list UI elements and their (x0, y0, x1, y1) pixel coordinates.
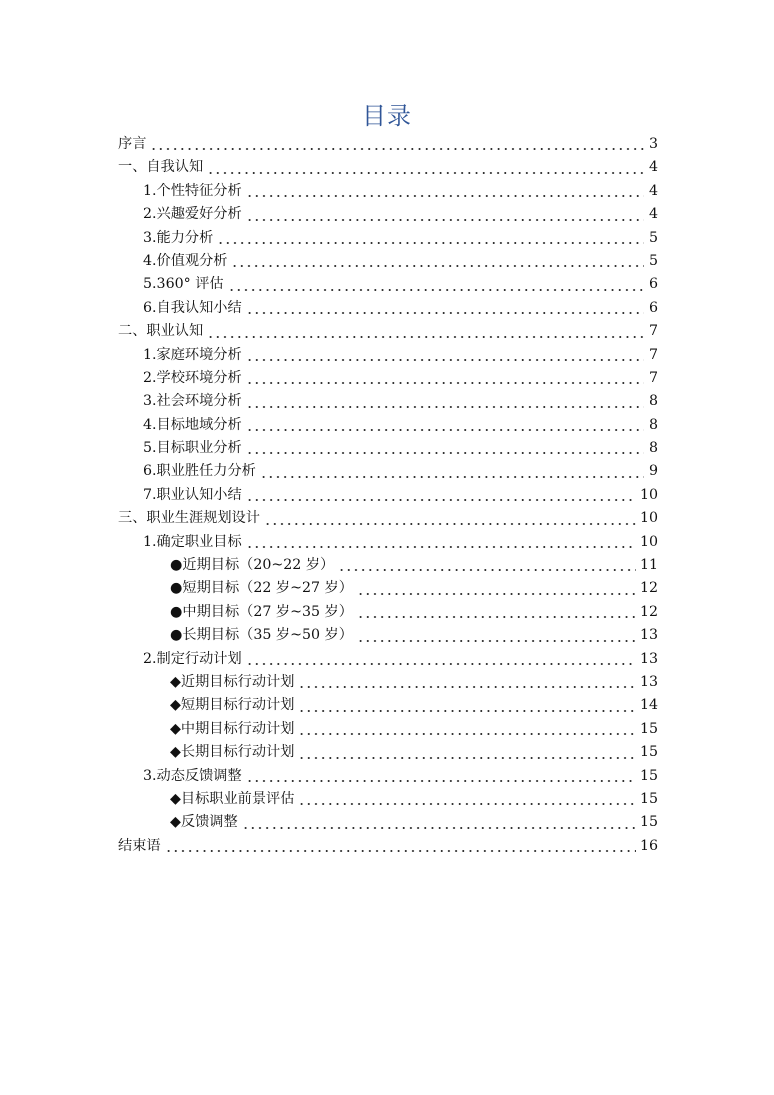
toc-entry-label: 5.目标职业分析 (143, 440, 242, 457)
toc-entry-label: 二、职业认知 (118, 323, 204, 340)
toc-entry-page-number: 10 (639, 533, 658, 550)
toc-entry-page-number: 3 (648, 135, 658, 152)
toc-dot-leader (357, 593, 636, 595)
toc-entry[interactable] (118, 297, 658, 320)
toc-dot-leader (246, 219, 644, 221)
toc-dot-leader (298, 686, 636, 688)
toc-entry[interactable] (118, 344, 658, 367)
toc-entry-label: 序言 (118, 135, 147, 152)
toc-entry-page-number: 6 (648, 276, 658, 293)
toc-entry-page-number: 8 (648, 416, 658, 433)
toc-entry-label: 结束语 (118, 837, 161, 854)
toc-dot-leader (246, 663, 636, 665)
toc-entry-label: 3.社会环境分析 (143, 393, 242, 410)
toc-entry-page-number: 16 (639, 837, 658, 854)
toc-dot-leader (298, 733, 636, 735)
toc-entry[interactable] (118, 765, 658, 788)
toc-entry-page-number: 10 (639, 510, 658, 527)
toc-entry-label: ◆反馈调整 (170, 814, 238, 831)
toc-dot-leader (246, 382, 644, 384)
toc-entry[interactable] (118, 577, 658, 600)
toc-dot-leader (264, 523, 636, 525)
toc-entry-page-number: 6 (648, 299, 658, 316)
toc-entry-label: ◆长期目标行动计划 (170, 744, 295, 761)
toc-entry-page-number: 4 (648, 182, 658, 199)
toc-dot-leader (298, 710, 636, 712)
toc-entry[interactable] (118, 437, 658, 460)
toc-entry[interactable] (118, 507, 658, 530)
toc-entry[interactable] (118, 156, 658, 179)
toc-entry-page-number: 15 (639, 744, 658, 761)
toc-entry-label: ●短期目标（22 岁~27 岁） (170, 580, 353, 597)
toc-dot-leader (246, 406, 644, 408)
toc-dot-leader (298, 803, 636, 805)
toc-entry[interactable] (118, 788, 658, 811)
toc-entry[interactable] (118, 180, 658, 203)
toc-entry-page-number: 10 (639, 486, 658, 503)
toc-dot-leader (207, 336, 644, 338)
toc-entry-page-number: 15 (639, 767, 658, 784)
toc-entry-page-number: 15 (639, 720, 658, 737)
toc-dot-leader (246, 780, 636, 782)
toc-entry-label: 3.动态反馈调整 (143, 767, 242, 784)
toc-dot-leader (217, 242, 644, 244)
toc-entry[interactable] (118, 390, 658, 413)
toc-entry-label: ◆目标职业前景评估 (170, 790, 295, 807)
toc-entry[interactable] (118, 367, 658, 390)
toc-entry-page-number: 12 (639, 580, 658, 597)
toc-entry[interactable] (118, 227, 658, 250)
toc-title: 目录 (362, 102, 412, 130)
toc-entry[interactable] (118, 811, 658, 834)
toc-dot-leader (165, 850, 636, 852)
toc-entry[interactable] (118, 273, 658, 296)
toc-entry-label: 3.能力分析 (143, 229, 214, 246)
toc-dot-leader (246, 429, 644, 431)
toc-entry-label: ◆短期目标行动计划 (170, 697, 295, 714)
toc-entry[interactable] (118, 484, 658, 507)
toc-entry-page-number: 13 (639, 673, 658, 690)
toc-entry-page-number: 13 (639, 627, 658, 644)
toc-entry-page-number: 4 (648, 206, 658, 223)
toc-entry-page-number: 11 (639, 557, 658, 574)
toc-entry[interactable] (118, 648, 658, 671)
toc-entry-page-number: 7 (648, 346, 658, 363)
toc-entry-label: ◆中期目标行动计划 (170, 720, 295, 737)
toc-entry-page-number: 7 (648, 369, 658, 386)
toc-entry-label: ●长期目标（35 岁~50 岁） (170, 627, 353, 644)
toc-entry-label: 4.目标地域分析 (143, 416, 242, 433)
toc-entry-page-number: 15 (639, 814, 658, 831)
toc-entry-label: 6.职业胜任力分析 (143, 463, 256, 480)
toc-entry-page-number: 9 (648, 463, 658, 480)
toc-entry[interactable] (118, 250, 658, 273)
toc-dot-leader (338, 569, 636, 571)
toc-entry[interactable] (118, 414, 658, 437)
toc-entry-page-number: 5 (648, 252, 658, 269)
toc-entry[interactable] (118, 531, 658, 554)
toc-entry-label: 2.兴趣爱好分析 (143, 206, 242, 223)
toc-entry-label: 5.360° 评估 (143, 276, 224, 293)
toc-dot-leader (228, 289, 644, 291)
toc-entry[interactable] (118, 718, 658, 741)
toc-entry-label: 2.学校环境分析 (143, 369, 242, 386)
toc-dot-leader (298, 757, 636, 759)
toc-entry-page-number: 8 (648, 393, 658, 410)
toc-entry[interactable] (118, 554, 658, 577)
toc-entry-label: ◆近期目标行动计划 (170, 673, 295, 690)
toc-entry-page-number: 13 (639, 650, 658, 667)
toc-dot-leader (246, 546, 636, 548)
toc-entry-label: 4.价值观分析 (143, 252, 228, 269)
toc-dot-leader (150, 148, 644, 150)
toc-entry-page-number: 8 (648, 440, 658, 457)
toc-entry-label: 1.个性特征分析 (143, 182, 242, 199)
toc-entry-page-number: 14 (639, 697, 658, 714)
toc-entry[interactable] (118, 601, 658, 624)
toc-entry-label: ●中期目标（27 岁~35 岁） (170, 603, 353, 620)
toc-dot-leader (260, 476, 644, 478)
toc-entry[interactable] (118, 694, 658, 717)
toc-entry-label: ●近期目标（20~22 岁） (170, 557, 335, 574)
toc-entry[interactable] (118, 671, 658, 694)
toc-entry-label: 三、职业生涯规划设计 (118, 510, 260, 527)
toc-entry-label: 1.家庭环境分析 (143, 346, 242, 363)
toc-entry[interactable] (118, 460, 658, 483)
toc-entry-page-number: 5 (648, 229, 658, 246)
toc-entry[interactable] (118, 741, 658, 764)
toc-dot-leader (207, 172, 644, 174)
toc-entry[interactable] (118, 624, 658, 647)
toc-dot-leader (242, 827, 636, 829)
toc-dot-leader (246, 359, 644, 361)
toc-dot-leader (231, 265, 644, 267)
toc-entry-label: 2.制定行动计划 (143, 650, 242, 667)
toc-entry-page-number: 4 (648, 159, 658, 176)
toc-dot-leader (246, 452, 644, 454)
toc-entry-label: 一、自我认知 (118, 159, 204, 176)
toc-dot-leader (246, 195, 644, 197)
toc-dot-leader (357, 640, 636, 642)
toc-entry-page-number: 7 (648, 323, 658, 340)
toc-entry-label: 6.自我认知小结 (143, 299, 242, 316)
toc-dot-leader (246, 312, 644, 314)
table-of-contents (118, 133, 658, 858)
toc-entry[interactable] (118, 835, 658, 858)
toc-entry[interactable] (118, 320, 658, 343)
toc-entry[interactable] (118, 203, 658, 226)
toc-dot-leader (357, 616, 636, 618)
toc-entry-label: 1.确定职业目标 (143, 533, 242, 550)
toc-dot-leader (246, 499, 636, 501)
toc-entry-page-number: 15 (639, 790, 658, 807)
toc-entry-label: 7.职业认知小结 (143, 486, 242, 503)
toc-entry-page-number: 12 (639, 603, 658, 620)
toc-entry[interactable] (118, 133, 658, 156)
